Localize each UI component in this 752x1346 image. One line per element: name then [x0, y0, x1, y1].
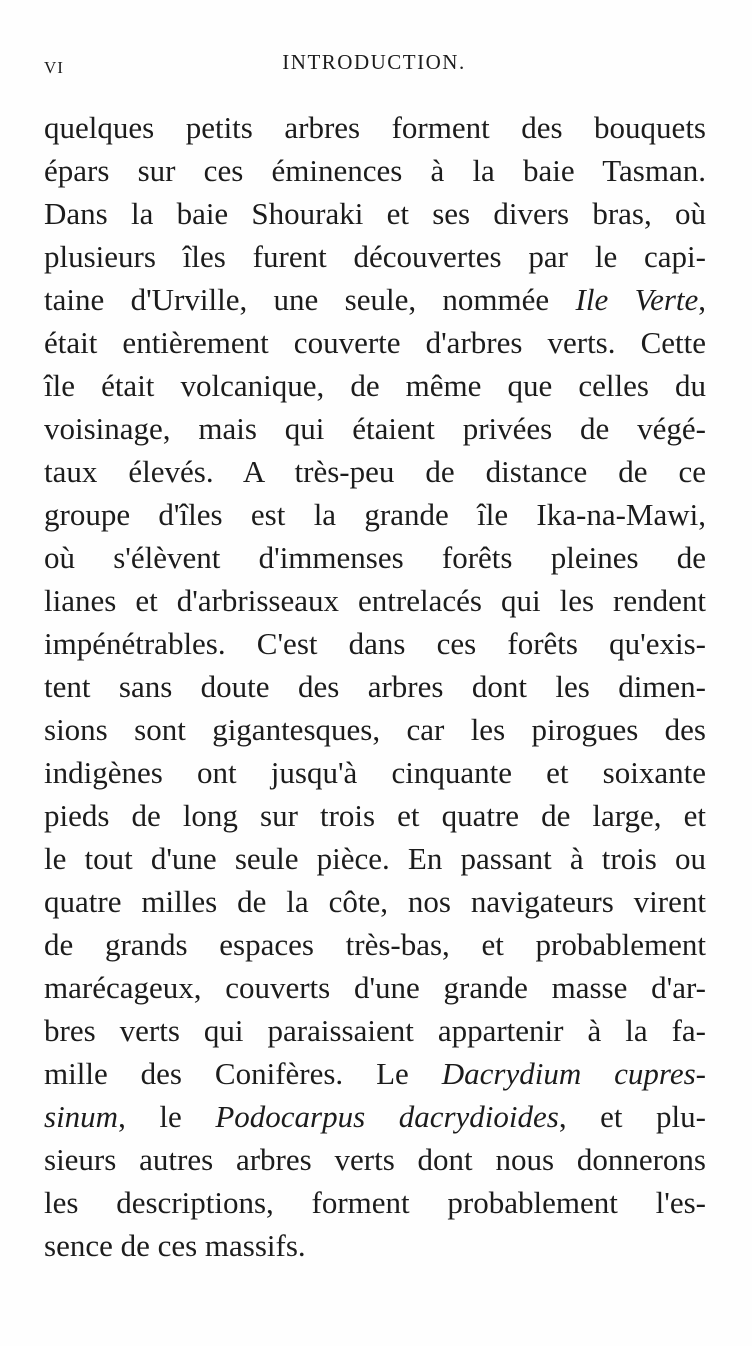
italic-term: Dacrydium cupres- — [441, 1056, 706, 1091]
running-title: INTRODUCTION. — [282, 50, 466, 74]
text-line — [44, 493, 706, 536]
text-line — [44, 579, 706, 622]
text-line — [44, 1052, 706, 1095]
text-run: était entièrement couverte d'arbres verts. Cette — [44, 325, 706, 360]
text-line — [44, 622, 706, 665]
text-line — [44, 407, 706, 450]
page-number: VI — [44, 58, 64, 77]
text-run: , et plu- — [558, 1099, 706, 1134]
italic-term: Podocarpus dacrydioides — [215, 1099, 559, 1134]
text-run: pieds de long sur trois et quatre de large, et — [44, 798, 706, 833]
text-line — [44, 192, 706, 235]
text-run: sence de ces massifs. — [44, 1228, 306, 1263]
text-run: voisinage, mais qui étaient privées de végé- — [44, 411, 706, 446]
text-run: sions sont gigantesques, car les pirogues des — [44, 712, 706, 747]
text-run: de grands espaces très-bas, et probablement — [44, 927, 706, 962]
text-line — [44, 450, 706, 493]
text-line — [44, 751, 706, 794]
italic-term: Ile Verte — [575, 282, 699, 317]
text-run: , le — [118, 1099, 216, 1134]
text-run: marécageux, couverts d'une grande masse d'ar- — [44, 970, 706, 1005]
text-run: tent sans doute des arbres dont les dimen- — [44, 669, 706, 704]
text-run: mille des Conifères. Le — [44, 1056, 442, 1091]
text-line — [44, 794, 706, 837]
text-line — [44, 837, 706, 880]
text-line — [44, 880, 706, 923]
text-line — [44, 536, 706, 579]
text-line — [44, 278, 706, 321]
italic-term: sinum — [44, 1099, 119, 1134]
text-line — [44, 1181, 706, 1224]
text-run: groupe d'îles est la grande île Ika-na-Mawi, — [44, 497, 706, 532]
text-run: les descriptions, forment probablement l'es- — [44, 1185, 706, 1220]
text-run: île était volcanique, de même que celles du — [44, 368, 706, 403]
text-run: , — [698, 282, 707, 317]
text-line — [44, 966, 706, 1009]
text-run: lianes et d'arbrisseaux entrelacés qui les rendent — [44, 583, 706, 618]
text-line — [44, 665, 706, 708]
text-line — [44, 923, 706, 966]
text-run: impénétrables. C'est dans ces forêts qu'exis- — [44, 626, 706, 661]
text-run: où s'élèvent d'immenses forêts pleines de — [44, 540, 706, 575]
text-run: quatre milles de la côte, nos navigateurs virent — [44, 884, 706, 919]
text-run: quelques petits arbres forment des bouquets — [44, 110, 706, 145]
text-run: taine d'Urville, une seule, nommée — [44, 282, 576, 317]
body-paragraph — [44, 106, 706, 1267]
text-run: plusieurs îles furent découvertes par le capi- — [44, 239, 706, 274]
text-run: taux élevés. A très-peu de distance de ce — [44, 454, 706, 489]
text-line — [44, 106, 706, 149]
text-line — [44, 149, 706, 192]
page-header — [44, 50, 704, 90]
text-line — [44, 708, 706, 751]
text-run: Dans la baie Shouraki et ses divers bras, où — [44, 196, 706, 231]
text-run: indigènes ont jusqu'à cinquante et soixante — [44, 755, 706, 790]
text-run: sieurs autres arbres verts dont nous donnerons — [44, 1142, 706, 1177]
text-run: épars sur ces éminences à la baie Tasman. — [44, 153, 706, 188]
text-line — [44, 235, 706, 278]
text-line — [44, 1009, 706, 1052]
text-line — [44, 1138, 706, 1181]
text-run: le tout d'une seule pièce. En passant à trois ou — [44, 841, 706, 876]
text-run: bres verts qui paraissaient appartenir à la fa- — [44, 1013, 706, 1048]
text-line — [44, 1095, 706, 1138]
text-line — [44, 1224, 706, 1267]
text-line — [44, 364, 706, 407]
text-line — [44, 321, 706, 364]
